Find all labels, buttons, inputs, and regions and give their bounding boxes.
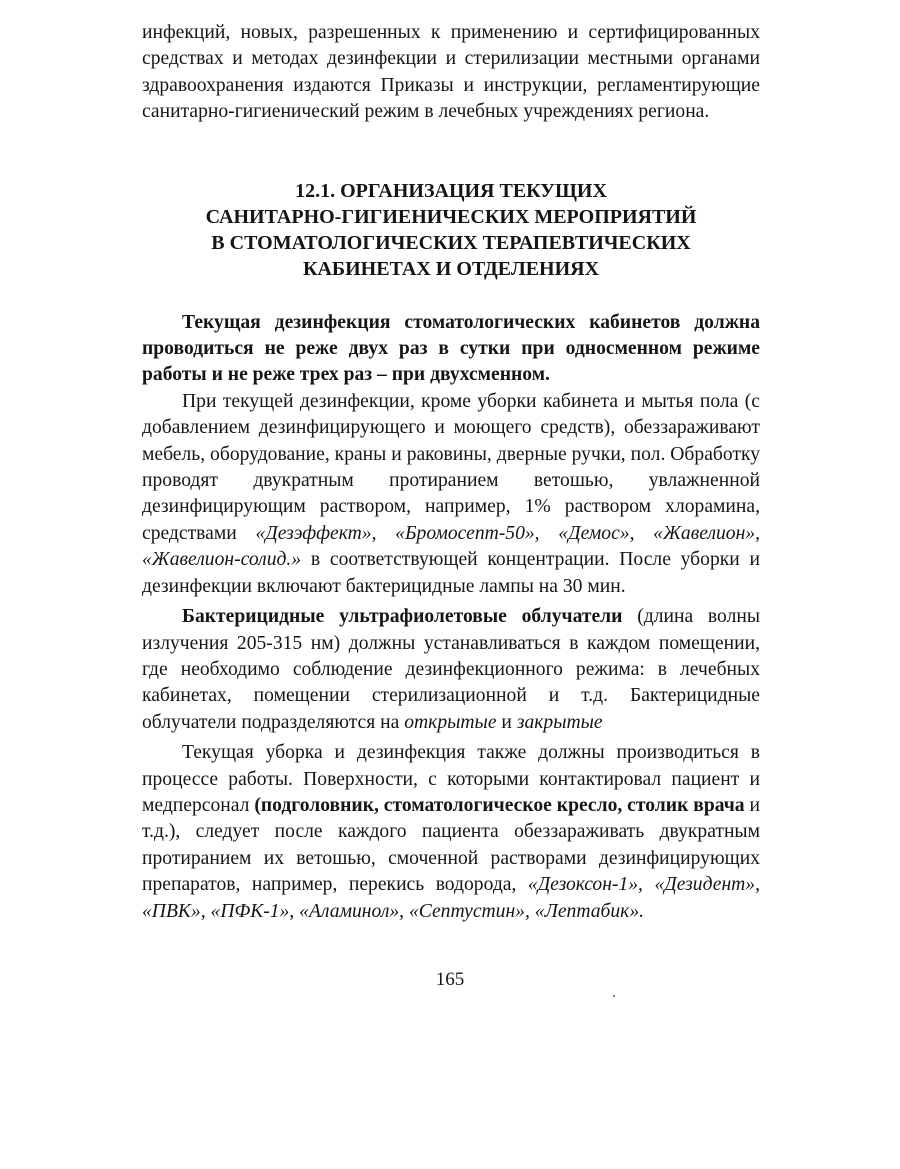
disinfectant-names: «Дезэффект», «Бромосепт-50», «Демос», «Жавелион», «Жавелион-солид.»	[142, 522, 760, 571]
paragraph-text: и	[496, 711, 517, 733]
heading-line: В СТОМАТОЛОГИЧЕСКИХ ТЕРАПЕВТИЧЕСКИХ	[211, 231, 691, 254]
paragraph-text: (длина волны излучения 205-315 нм) должны устанавливаться в каждом помещении, где необходимо соблюдение дезинфекционного режима: в лечебных кабинетах, помещении стерилизационной и т.д. Бактерицидные облучатели подразделяются на	[142, 606, 760, 733]
page-content	[142, 20, 760, 925]
current-disinfection-paragraph	[142, 389, 760, 600]
heading-line: САНИТАРНО-ГИГИЕНИЧЕСКИХ МЕРОПРИЯТИЙ	[205, 205, 697, 228]
open-type-term: открытые	[404, 711, 497, 733]
paragraph-text: При текущей дезинфекции, кроме уборки кабинета и мытья пола (с добавлением дезинфицирующего и моющего средств), обеззараживают мебель, оборудование, краны и раковины, дверные ручки, пол. Обработку проводят двукратным протиранием ветошью, увлажненной дезинфицирующим раствором, например, 1% раствором хлорамина, средствами	[142, 390, 760, 544]
paragraph-text: Текущая уборка и дезинфекция также должны производиться в процессе работы. Поверхности, с которыми контактировал пациент и медперсонал	[142, 742, 760, 816]
disinfection-frequency-text: Текущая дезинфекция стоматологических кабинетов должна проводиться не реже двух раз в сутки при односменном режиме работы и не реже трех раз – при двухсменном.	[142, 311, 760, 386]
preparation-names: «Дезоксон-1», «Дезидент», «ПВК», «ПФК-1», «Аламинол», «Септустин», «Лептабик».	[142, 874, 761, 922]
ongoing-cleaning-paragraph	[142, 740, 760, 925]
section-heading	[142, 178, 760, 282]
uv-irradiators-term: Бактерицидные ультрафиолетовые облучатели	[182, 606, 623, 628]
scan-speck	[613, 995, 615, 997]
paragraph-text: в соответствующей концентрации. После уборки и дезинфекции включают бактерицидные лампы на 30 мин.	[142, 549, 760, 597]
closed-type-term: закрытые	[516, 711, 603, 733]
contact-surfaces-list: (подголовник, стоматологическое кресло, столик врача	[254, 794, 745, 816]
heading-line: КАБИНЕТАХ И ОТДЕЛЕНИЯХ	[302, 257, 600, 280]
intro-paragraph: инфекций, новых, разрешенных к применению и сертифицированных средствах и методах дезинфекции и стерилизации местными органами здравоохранения издаются Приказы и инструкции, регламентирующие санитарно-гигиенический режим в лечебных учреждениях региона.	[142, 22, 760, 123]
paragraph-text: и т.д.), следует после каждого пациента обеззараживать двукратным протиранием их ветошью, смоченной растворами дезинфицирующих препаратов, например, перекись водорода,	[142, 794, 761, 896]
disinfection-frequency-paragraph	[142, 310, 760, 389]
heading-line: 12.1. ОРГАНИЗАЦИЯ ТЕКУЩИХ	[295, 179, 607, 202]
uv-irradiators-paragraph	[142, 604, 760, 736]
page-number: 165	[435, 969, 465, 990]
